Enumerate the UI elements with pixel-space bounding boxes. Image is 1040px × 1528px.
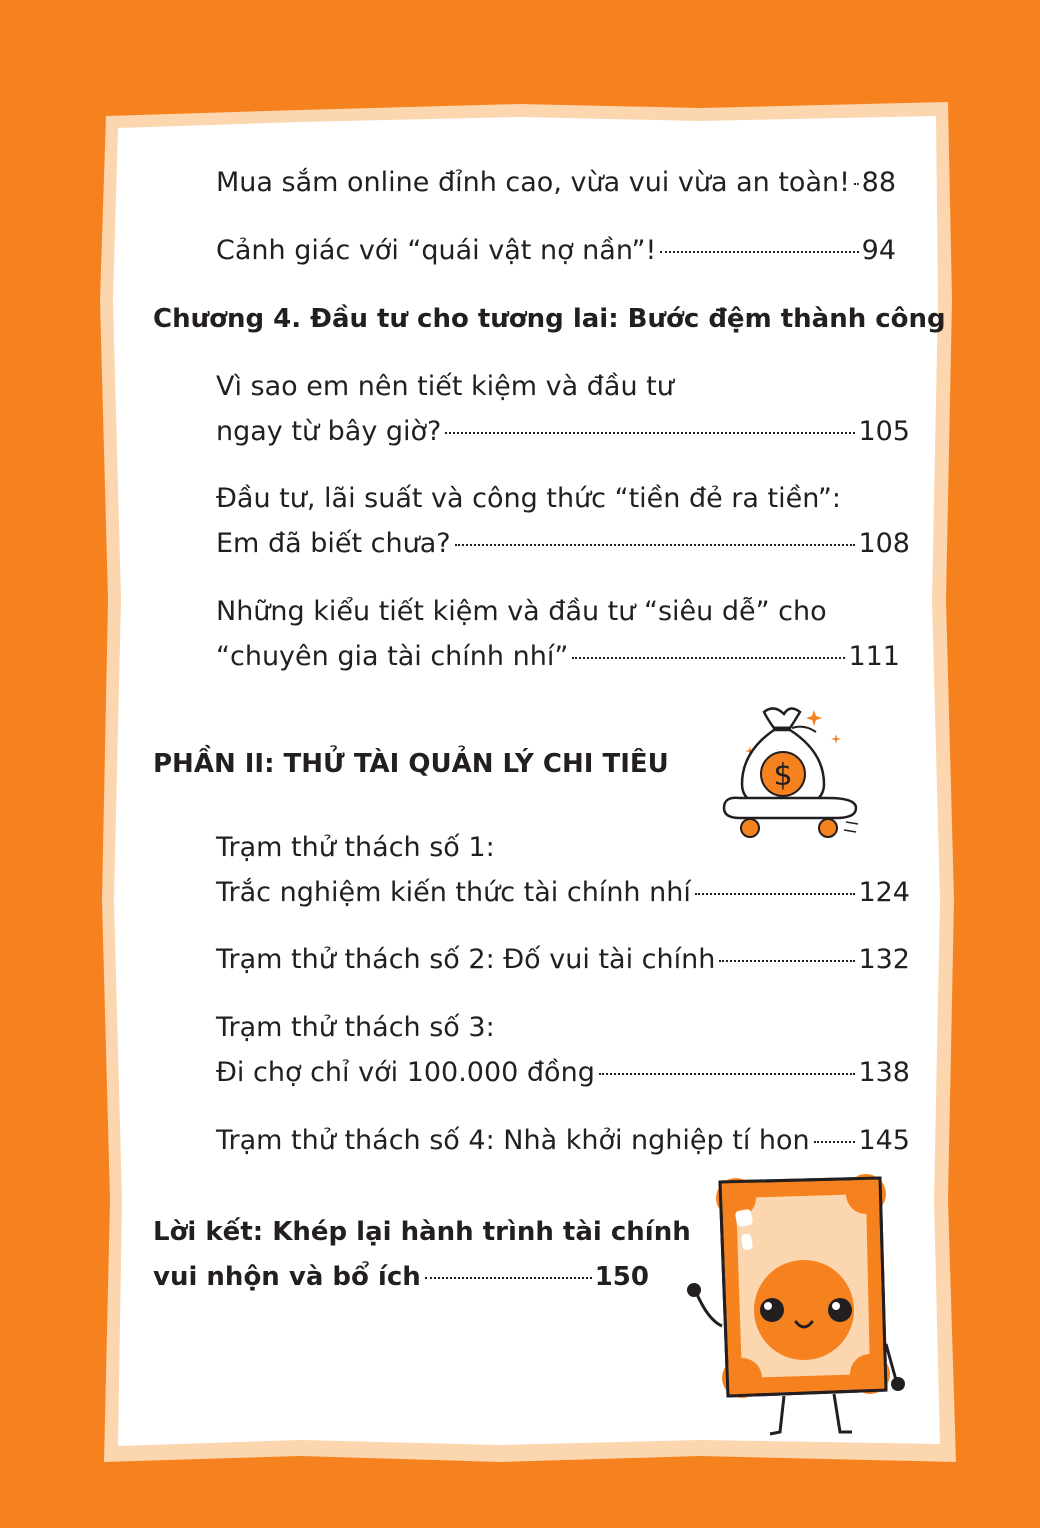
page-number: 105: [858, 416, 910, 447]
entry-title-line: Trạm thử thách số 1:: [216, 832, 495, 863]
page-number: 111: [848, 641, 900, 672]
svg-text:$: $: [773, 758, 793, 793]
entry-title: “chuyên gia tài chính nhí”: [216, 641, 569, 672]
toc-entry[interactable]: [216, 1056, 910, 1090]
toc-entry[interactable]: [216, 166, 896, 200]
entry-title: Cảnh giác với “quái vật nợ nần”!: [216, 235, 657, 266]
dot-leader: [445, 432, 855, 434]
toc-entry[interactable]: [216, 876, 910, 910]
entry-title: vui nhộn và bổ ích: [153, 1262, 421, 1292]
page-number: 108: [858, 528, 910, 559]
entry-title-line: Đầu tư, lãi suất và công thức “tiền đẻ ra tiền”:: [216, 483, 841, 514]
entry-title: Trạm thử thách số 4: Nhà khởi nghiệp tí hon: [216, 1125, 810, 1156]
page-number: 145: [858, 1125, 910, 1156]
entry-title-line: Những kiểu tiết kiệm và đầu tư “siêu dễ” cho: [216, 596, 827, 627]
entry-title: Em đã biết chưa?: [216, 528, 451, 559]
part-heading[interactable]: PHẦN II: THỬ TÀI QUẢN LÝ CHI TIÊU: [153, 749, 669, 779]
dot-leader: [455, 544, 856, 546]
page-number: 124: [858, 877, 910, 908]
page-number: 132: [858, 944, 910, 975]
smiling-banknote-character-icon: [680, 1170, 914, 1442]
dot-leader: [695, 893, 856, 895]
page-number: 150: [594, 1262, 649, 1292]
toc-entry[interactable]: [216, 234, 896, 268]
money-bag-on-skateboard-icon: [716, 698, 866, 848]
toc-entry[interactable]: [216, 527, 910, 561]
dot-leader: [425, 1277, 592, 1279]
entry-title-line: Trạm thử thách số 3:: [216, 1012, 495, 1043]
page-number: 94: [861, 235, 896, 266]
entry-title: ngay từ bây giờ?: [216, 416, 442, 447]
epilogue-heading[interactable]: Lời kết: Khép lại hành trình tài chính: [153, 1217, 691, 1247]
entry-title: Mua sắm online đỉnh cao, vừa vui vừa an toàn!: [216, 167, 850, 198]
dot-leader: [599, 1073, 856, 1075]
dot-leader: [572, 657, 845, 659]
dot-leader: [814, 1141, 856, 1143]
toc-entry[interactable]: [216, 1124, 910, 1158]
page-number: 88: [861, 167, 896, 198]
entry-title: Trạm thử thách số 2: Đố vui tài chính: [216, 944, 716, 975]
toc-entry[interactable]: [153, 1260, 649, 1294]
toc-entry[interactable]: [216, 640, 900, 674]
entry-title: Trắc nghiệm kiến thức tài chính nhí: [216, 877, 691, 908]
toc-entry[interactable]: [216, 943, 910, 977]
page-number: 138: [858, 1057, 910, 1088]
toc-entry[interactable]: [216, 415, 910, 449]
dot-leader: [854, 183, 859, 185]
chapter-heading[interactable]: Chương 4. Đầu tư cho tương lai: Bước đệm thành công: [153, 304, 946, 334]
dot-leader: [660, 251, 858, 253]
entry-title-line: Vì sao em nên tiết kiệm và đầu tư: [216, 371, 674, 402]
dot-leader: [719, 960, 855, 962]
entry-title: Đi chợ chỉ với 100.000 đồng: [216, 1057, 595, 1088]
